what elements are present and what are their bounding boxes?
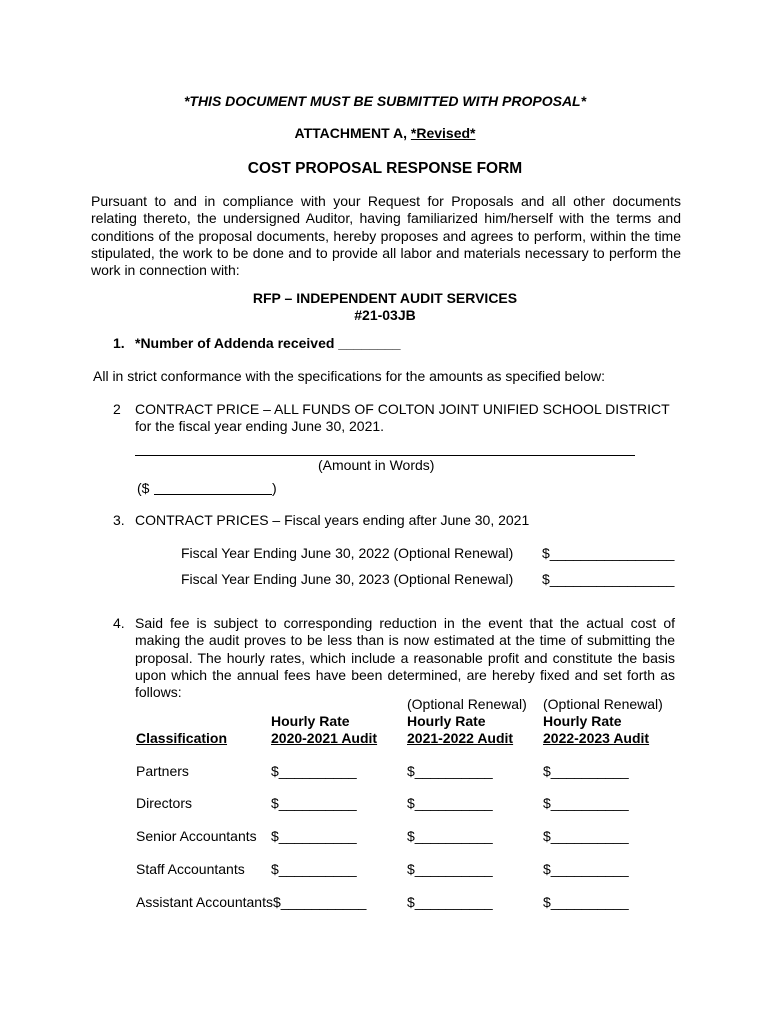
rfp-title: RFP – INDEPENDENT AUDIT SERVICES bbox=[252, 290, 518, 306]
header-2023-audit: 2022-2023 Audit bbox=[543, 730, 650, 746]
rate-field[interactable]: $__________ bbox=[407, 861, 493, 877]
rate-field[interactable]: $__________ bbox=[407, 894, 493, 910]
rate-field[interactable]: $__________ bbox=[407, 795, 493, 811]
fy2023-amount-field[interactable]: $________________ bbox=[542, 571, 675, 587]
rfp-number: #21-03JB bbox=[354, 307, 416, 323]
dollar-open: ($ bbox=[137, 480, 150, 496]
rate-field[interactable]: $___________ bbox=[272, 894, 367, 910]
header-classification: Classification bbox=[136, 730, 228, 746]
rate-field[interactable]: $__________ bbox=[407, 828, 493, 844]
addenda-field[interactable]: *Number of Addenda received ________ bbox=[135, 335, 401, 351]
rate-field[interactable]: $__________ bbox=[271, 763, 357, 779]
intro-paragraph: Pursuant to and in compliance with your Request for Proposals and all other documents relating thereto, the undersigned Auditor, having familiarized him/herself with the terms and conditions of the proposal documents, hereby proposes and agrees to perform, within the time stipulated, the work to be done and to provide all labor and materials necessary to perform the work in connection with: bbox=[91, 193, 681, 279]
revised-marker: *Revised* bbox=[410, 125, 476, 141]
item1-number: 1. bbox=[113, 335, 125, 351]
rate-field[interactable]: $__________ bbox=[543, 861, 629, 877]
submission-notice: *THIS DOCUMENT MUST BE SUBMITTED WITH PROPOSAL* bbox=[183, 93, 587, 109]
header-2022-optional: (Optional Renewal) bbox=[407, 696, 527, 712]
row-classification: Assistant Accountants bbox=[136, 894, 273, 910]
rate-field[interactable]: $__________ bbox=[271, 828, 357, 844]
amount-words-label: (Amount in Words) bbox=[318, 457, 435, 473]
row-classification: Directors bbox=[136, 795, 193, 811]
rate-field[interactable]: $__________ bbox=[543, 795, 629, 811]
rate-field[interactable]: $__________ bbox=[407, 763, 493, 779]
dollar-close: ) bbox=[272, 480, 277, 496]
header-2022-audit: 2021-2022 Audit bbox=[407, 730, 514, 746]
fy2022-label: Fiscal Year Ending June 30, 2022 (Optional Renewal) bbox=[181, 545, 514, 561]
item2-line2: for the fiscal year ending June 30, 2021. bbox=[135, 418, 385, 434]
rate-field[interactable]: $__________ bbox=[271, 795, 357, 811]
item3-number: 3. bbox=[113, 512, 125, 528]
fy2023-label: Fiscal Year Ending June 30, 2023 (Optional Renewal) bbox=[181, 571, 514, 587]
attachment-line bbox=[0, 125, 770, 142]
amount-words-field[interactable] bbox=[135, 455, 635, 456]
row-classification: Senior Accountants bbox=[136, 828, 257, 844]
item4-number: 4. bbox=[113, 615, 125, 631]
row-classification-assistant bbox=[136, 894, 366, 911]
fy2022-amount-field[interactable]: $________________ bbox=[542, 545, 675, 561]
rate-field[interactable]: $__________ bbox=[543, 828, 629, 844]
item3-text: CONTRACT PRICES – Fiscal years ending after June 30, 2021 bbox=[135, 512, 530, 528]
header-2021-rate: Hourly Rate bbox=[271, 713, 350, 729]
item2-line1: CONTRACT PRICE – ALL FUNDS OF COLTON JOINT UNIFIED SCHOOL DISTRICT bbox=[135, 401, 670, 417]
header-2023-optional: (Optional Renewal) bbox=[543, 696, 663, 712]
row-classification: Staff Accountants bbox=[136, 861, 245, 877]
item4-text: Said fee is subject to corresponding reduction in the event that the actual cost of making the audit proves to be less than is now estimated at the time of submitting the proposal. The hourly rates, which include a reasonable profit and constitute the basis upon which the annual fees have been determined, are hereby fixed and set forth as follows: bbox=[135, 615, 675, 701]
row-classification: Partners bbox=[136, 763, 189, 779]
form-title: COST PROPOSAL RESPONSE FORM bbox=[247, 160, 523, 177]
rate-field[interactable]: $__________ bbox=[271, 861, 357, 877]
header-2021-audit: 2020-2021 Audit bbox=[271, 730, 378, 746]
header-2023-rate: Hourly Rate bbox=[543, 713, 622, 729]
item2-number: 2 bbox=[113, 401, 121, 417]
header-2022-rate: Hourly Rate bbox=[407, 713, 486, 729]
rate-field[interactable]: $__________ bbox=[543, 894, 629, 910]
conformance-text: All in strict conformance with the specifications for the amounts as specified below: bbox=[93, 368, 606, 384]
attachment-label: ATTACHMENT A, bbox=[294, 125, 407, 141]
dollar-amount-field[interactable] bbox=[154, 494, 272, 495]
rate-field[interactable]: $__________ bbox=[543, 763, 629, 779]
